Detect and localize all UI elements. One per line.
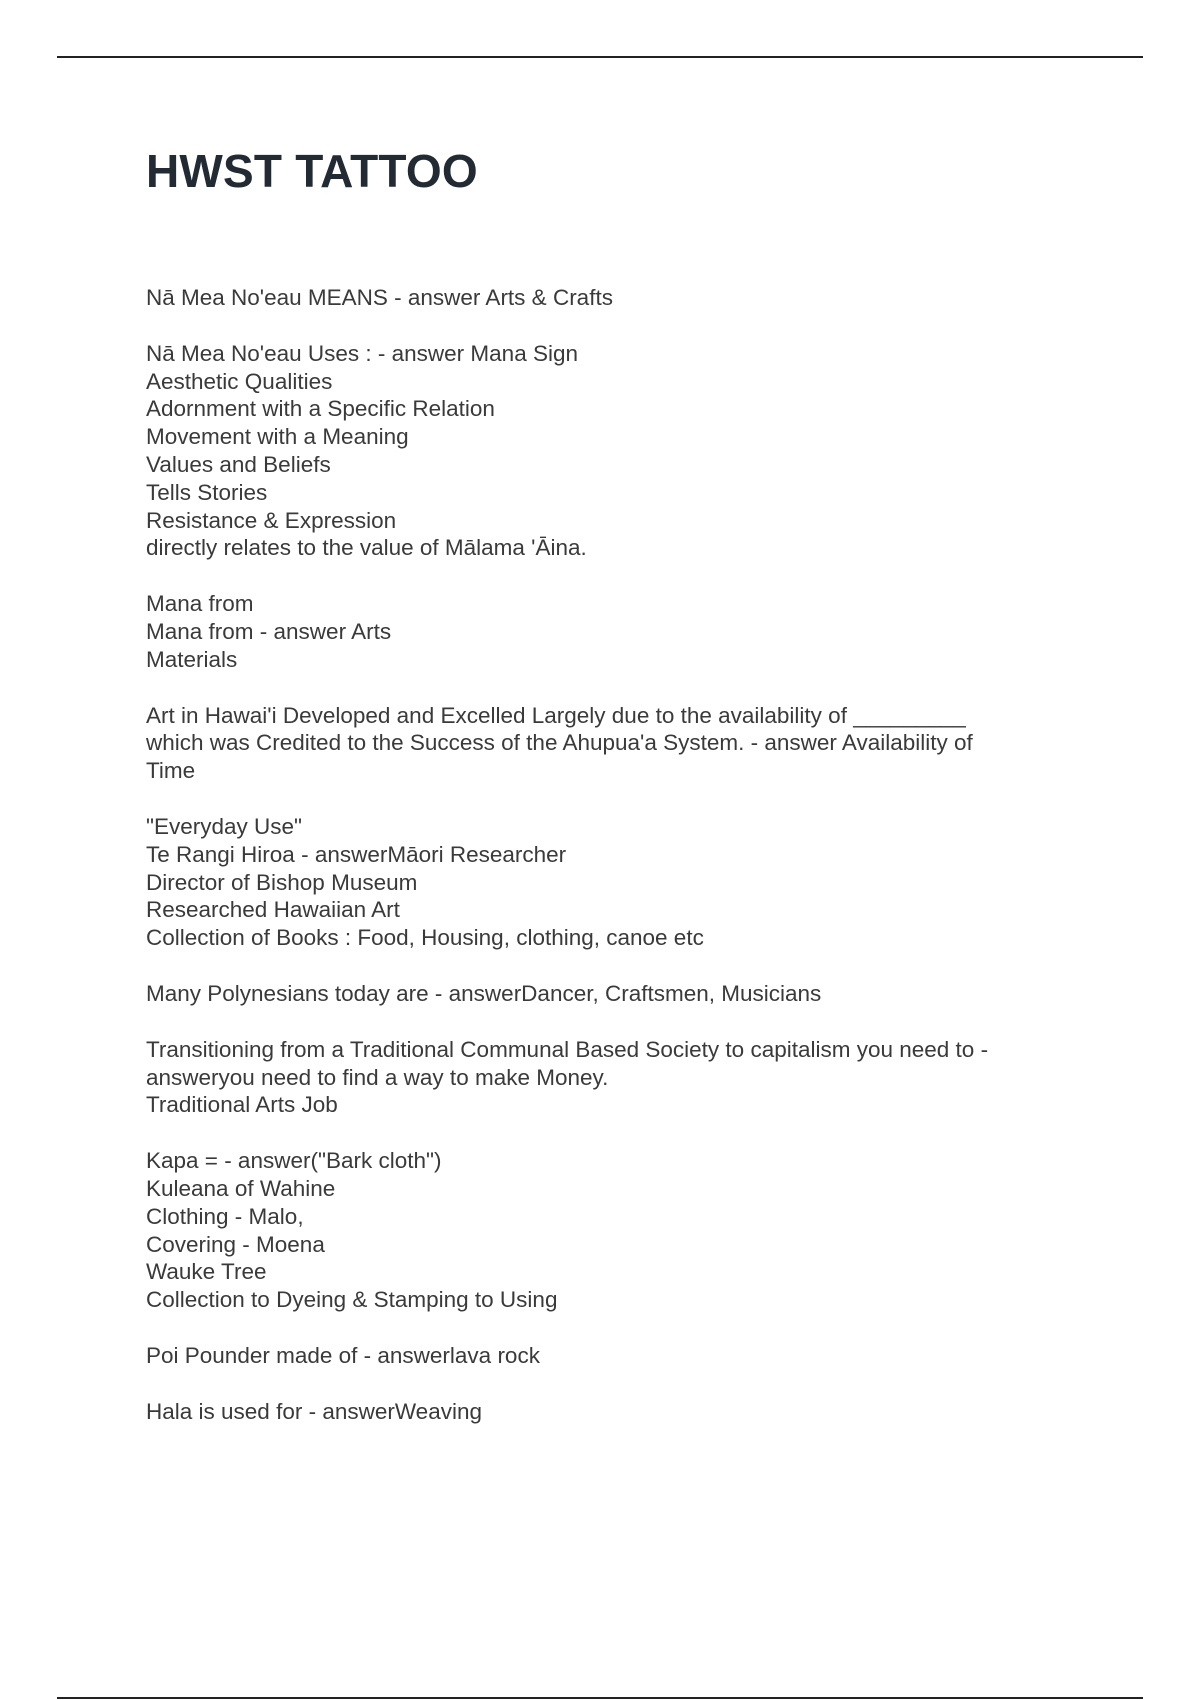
entry-line: Time xyxy=(146,758,196,784)
entry-line: which was Credited to the Success of the Ahupua'a System. - answer Availability of xyxy=(146,730,973,756)
entry-poi-pounder xyxy=(146,1342,1076,1370)
entry-line: Movement with a Meaning xyxy=(146,424,409,450)
entry-line: Materials xyxy=(146,646,238,672)
entry-na-mea-noeau-uses xyxy=(146,340,1076,562)
entry-line: Tells Stories xyxy=(146,479,268,505)
entry-line: Many Polynesians today are - answerDancer, Craftsmen, Musicians xyxy=(146,980,822,1006)
entry-line: Director of Bishop Museum xyxy=(146,869,418,895)
header-rule xyxy=(57,56,1143,58)
entry-line: answeryou need to find a way to make Money. xyxy=(146,1064,609,1090)
entry-transitioning xyxy=(146,1036,1076,1119)
document-title: HWST TATTOO xyxy=(146,145,478,197)
entry-line: Nā Mea No'eau Uses : - answer Mana Sign xyxy=(146,340,578,366)
entry-many-polynesians xyxy=(146,980,1076,1008)
entry-kapa xyxy=(146,1147,1076,1314)
entry-line: Adornment with a Specific Relation xyxy=(146,396,495,422)
entry-everyday-use xyxy=(146,813,1076,952)
entry-line: "Everyday Use" xyxy=(146,813,303,839)
entry-line: Collection to Dyeing & Stamping to Using xyxy=(146,1287,558,1313)
entry-line: Mana from xyxy=(146,591,254,617)
entry-line: Aesthetic Qualities xyxy=(146,368,333,394)
entry-na-mea-noeau-means xyxy=(146,284,1076,312)
entry-line: Nā Mea No'eau MEANS - answer Arts & Crafts xyxy=(146,285,613,310)
entry-line: Hala is used for - answerWeaving xyxy=(146,1398,482,1424)
entry-hala xyxy=(146,1398,1076,1426)
entry-line: Researched Hawaiian Art xyxy=(146,897,400,923)
entry-line: Transitioning from a Traditional Communal Based Society to capitalism you need to - xyxy=(146,1036,989,1062)
entry-line: directly relates to the value of Mālama 'Āina. xyxy=(146,535,587,561)
entry-line: Resistance & Expression xyxy=(146,507,397,533)
entry-line: Kuleana of Wahine xyxy=(146,1175,336,1201)
entry-line: Covering - Moena xyxy=(146,1231,325,1257)
entry-line: Clothing - Malo, xyxy=(146,1203,304,1229)
entry-mana-from xyxy=(146,590,1076,673)
document-body xyxy=(146,284,1076,1454)
entry-line: Traditional Arts Job xyxy=(146,1092,338,1118)
entry-line: Wauke Tree xyxy=(146,1259,267,1285)
entry-line: Kapa = - answer("Bark cloth") xyxy=(146,1148,442,1174)
entry-line: Collection of Books : Food, Housing, clothing, canoe etc xyxy=(146,925,704,951)
entry-line: Te Rangi Hiroa - answerMāori Researcher xyxy=(146,841,567,867)
entry-line: Poi Pounder made of - answerlava rock xyxy=(146,1342,540,1368)
entry-line: Mana from - answer Arts xyxy=(146,618,392,644)
entry-art-in-hawaii xyxy=(146,702,1076,785)
entry-line: Values and Beliefs xyxy=(146,451,331,477)
entry-line: Art in Hawai'i Developed and Excelled Largely due to the availability of _________ xyxy=(146,702,966,728)
footer-rule xyxy=(57,1697,1143,1699)
